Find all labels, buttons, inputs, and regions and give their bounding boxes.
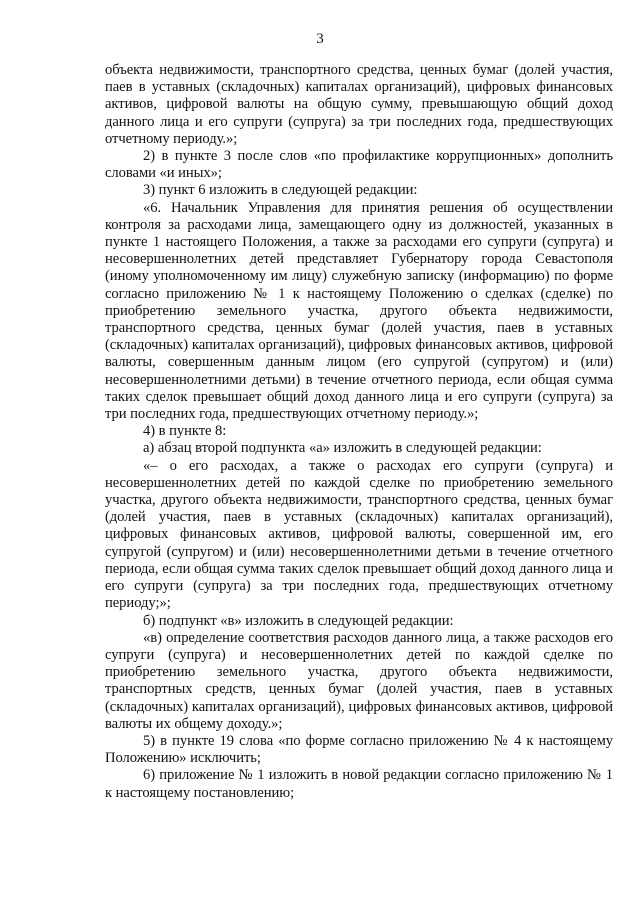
paragraph-subitem-a-text: «– о его расходах, а также о расходах его супруги (супруга) и несовершеннолетних детей по каждой сделке по приобретению земельного участка, другого объекта недвижимости, транспортного средства, ценных бумаг (долей участия, паев в уставных (складочных) капиталах организаций), цифровых финансовых активов, цифровой валюты, совершенной им, его супругой (супругом) и (или) несовершеннолетними детьми в течение отчетного периода, если общая сумма таких сделок превышает общий доход данного лица и его супруги (супруга) за три последних года, предшествующих отчетному периоду;»; — [105, 457, 613, 612]
paragraph-subitem-a: а) абзац второй подпункта «а» изложить в следующей редакции: — [143, 440, 542, 457]
document-body — [105, 62, 613, 802]
paragraph-item-5: 5) в пункте 19 слова «по форме согласно приложению № 4 к настоящему Положению» исключить; — [105, 732, 613, 767]
paragraph-clause-6: «6. Начальник Управления для принятия решения об осуществлении контроля за расходами лица, замещающего одну из должностей, указанных в пункте 1 настоящего Положения, а также за расходами его супруги (супруга) и несовершеннолетних детей представляет Губернатору города Севастополя (иному уполномоченному им лицу) служебную записку (информацию) по форме согласно приложению № 1 к настоящему Положению о сделках (сделке) по приобретению земельного участка, другого объекта недвижимости, транспортного средства, ценных бумаг (долей участия, паев в уставных (складочных) капиталах организаций), цифровых финансовых активов, цифровой валюты, совершенным данным лицом (его супругой (супругом) и (или) несовершеннолетними детьми) в течение отчетного периода, если общая сумма таких сделок превышает общий доход данного лица и его супруги (супруга) за три последних года, предшествующих отчетному периоду.»; — [105, 199, 613, 423]
paragraph-item-3: 3) пункт 6 изложить в следующей редакции: — [143, 182, 418, 199]
paragraph-continuation: объекта недвижимости, транспортного средства, ценных бумаг (долей участия, паев в уставных (складочных) капиталах организаций), цифровых финансовых активов, цифровой валюты на общую сумму, превышающую общий доход данного лица и его супруги (супруга) за три последних года, предшествующих отчетному периоду.»; — [105, 62, 613, 147]
paragraph-subitem-b: б) подпункт «в» изложить в следующей редакции: — [143, 612, 454, 629]
paragraph-item-2: 2) в пункте 3 после слов «по профилактике коррупционных» дополнить словами «и иных»; — [105, 148, 613, 182]
paragraph-item-4: 4) в пункте 8: — [143, 423, 227, 440]
page-number: 3 — [316, 31, 324, 47]
paragraph-item-6: 6) приложение № 1 изложить в новой редакции согласно приложению № 1 к настоящему постановлению; — [105, 767, 613, 801]
paragraph-subitem-b-text: «в) определение соответствия расходов данного лица, а также расходов его супруги (супруга) и несовершеннолетних детей по каждой сделке по приобретению земельного участка, другого объекта недвижимости, транспортных средств, ценных бумаг (долей участия, паев в уставных (складочных) капиталах организаций), цифровых финансовых активов, цифровой валюты их общему доходу.»; — [105, 629, 613, 732]
